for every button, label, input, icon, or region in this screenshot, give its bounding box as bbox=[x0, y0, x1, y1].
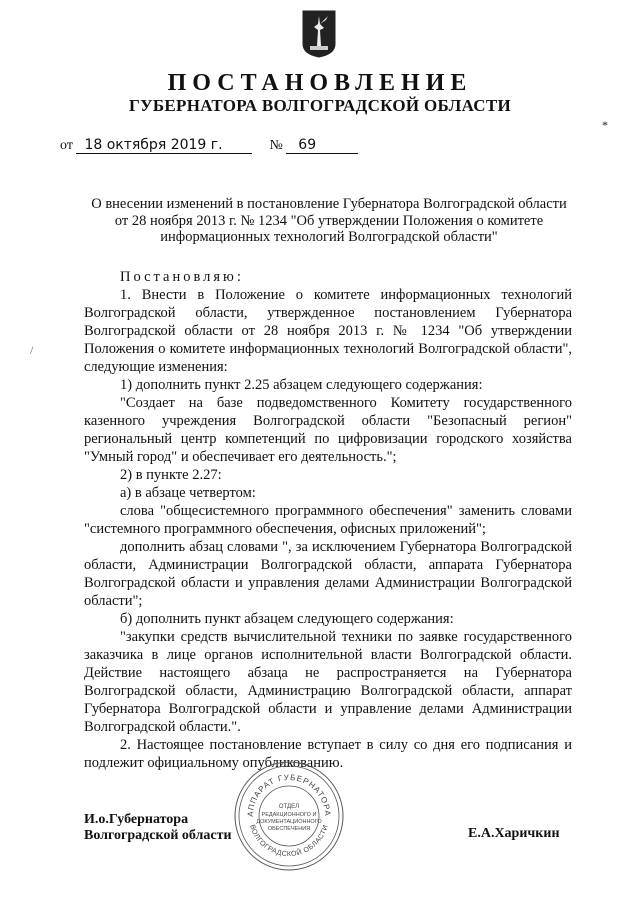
corner-mark: * bbox=[602, 118, 608, 132]
document-title: ПОСТАНОВЛЕНИЕ bbox=[167, 70, 473, 96]
stamp-center-line-2: РЕДАКЦИОННОГО И bbox=[261, 812, 317, 818]
date-prefix: от bbox=[60, 138, 73, 153]
signatory-name: Е.А.Харичкин bbox=[468, 826, 560, 841]
document-subject: О внесении изменений в постановление Губернатора Волгоградской области от 28 ноября 2013 г. № 1234 "Об утверждении Положения о комитете информационных технологий Волгоградской области" bbox=[91, 196, 567, 245]
decree-word: Постановляю: bbox=[120, 269, 244, 285]
stamp-top-text: АППАРАТ ГУБЕРНАТОРА bbox=[245, 772, 333, 817]
margin-mark: / bbox=[30, 343, 34, 357]
volgograd-emblem-icon bbox=[302, 10, 336, 58]
signatory-position-line-1: И.о.Губернатора bbox=[84, 812, 189, 827]
body-paragraph-2: 1) дополнить пункт 2.25 абзацем следующего содержания: bbox=[120, 377, 483, 393]
signatory-position bbox=[84, 812, 232, 844]
body-paragraph-4: 2) в пункте 2.27: bbox=[120, 467, 222, 483]
official-stamp bbox=[233, 760, 345, 872]
body-paragraph-9: "закупки средств вычислительной техники по заявке государственного заказчика в лице органов исполнительной власти Волгоградской области. Действие настоящего абзаца не распространяется на Губернатора Волгоградской области, Администрацию Волгоградской области, аппарат Губернатора Волгоградской области и управление делами Администрации Волгоградской области.". bbox=[84, 629, 572, 735]
body-paragraph-8: б) дополнить пункт абзацем следующего содержания: bbox=[120, 611, 454, 627]
date-number-line bbox=[60, 137, 358, 154]
number-prefix: № bbox=[269, 138, 283, 153]
document-subtitle: ГУБЕРНАТОРА ВОЛГОГРАДСКОЙ ОБЛАСТИ bbox=[128, 96, 512, 115]
stamp-center-line-1: ОТДЕЛ bbox=[278, 804, 300, 810]
document-body bbox=[84, 268, 572, 772]
body-paragraph-10: 2. Настоящее постановление вступает в силу со дня его подписания и подлежит официальному опубликованию. bbox=[84, 737, 572, 771]
body-paragraph-7: дополнить абзац словами ", за исключением Губернатора Волгоградской области, Администрации Волгоградской области, аппарата Губернатора Волгоградской области и управления делами Администрации Волгоградской области"; bbox=[84, 539, 572, 609]
body-paragraph-6: слова "общесистемного программного обеспечения" заменить словами "системного программного обеспечения, офисных приложений"; bbox=[84, 503, 572, 537]
date-value: 18 октября 2019 г. bbox=[76, 137, 252, 154]
stamp-center-line-4: ОБЕСПЕЧЕНИЯ bbox=[267, 826, 311, 832]
svg-text:АППАРАТ ГУБЕРНАТОРА bbox=[246, 773, 332, 817]
stamp-bottom-text: ВОЛГОГРАДСКОЙ ОБЛАСТИ bbox=[248, 824, 330, 859]
number-value: 69 bbox=[286, 137, 358, 154]
stamp-center-line-3: ДОКУМЕНТАЦИОННОГО bbox=[256, 819, 322, 825]
body-paragraph-3: "Создает на базе подведомственного Комитету государственного казенного учреждения Волгоградской области "Безопасный регион" региональный центр компетенций по цифровизации городского хозяйства "Умный город" и обеспечивает его деятельность."; bbox=[84, 395, 572, 465]
body-paragraph-1: 1. Внести в Положение о комитете информационных технологий Волгоградской области, утвержденное постановлением Губернатора Волгоградской области от 28 ноября 2013 г. № 1234 "Об утверждении Положения о комитете информационных технологий Волгоградской области", следующие изменения: bbox=[84, 287, 572, 375]
body-paragraph-5: а) в абзаце четвертом: bbox=[120, 485, 256, 501]
signatory-position-line-2: Волгоградской области bbox=[84, 828, 232, 843]
